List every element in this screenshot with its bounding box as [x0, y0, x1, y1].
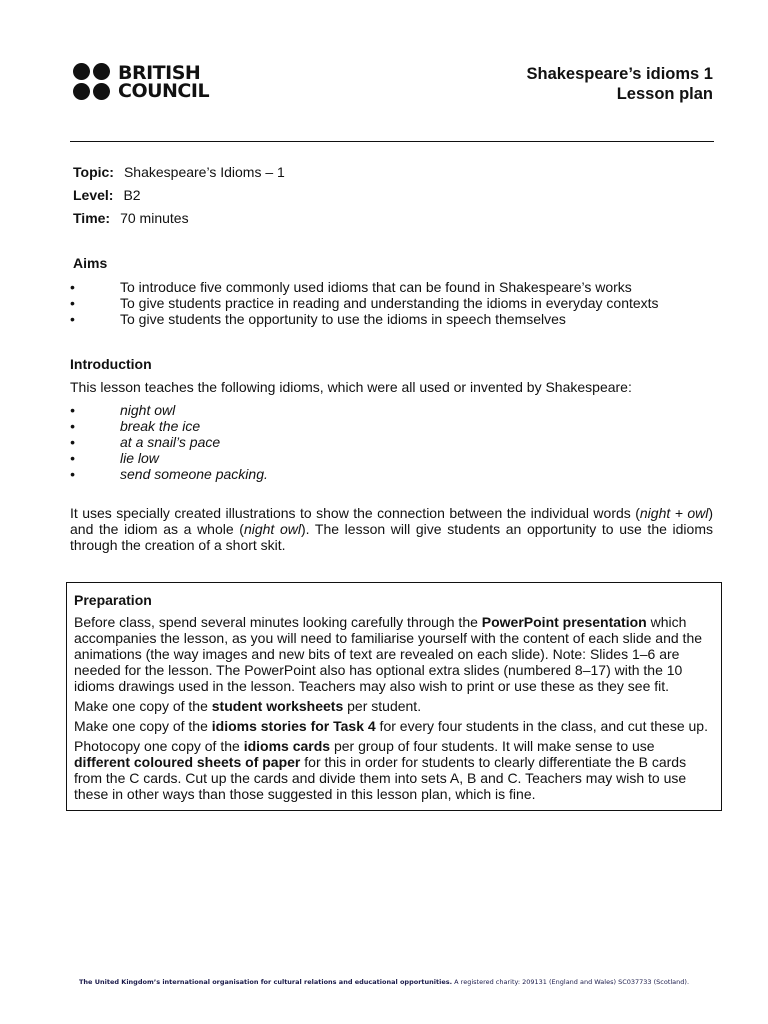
document-title-block [527, 64, 714, 104]
idiom-item: • break the ice [70, 418, 713, 434]
preparation-paragraph-2: Make one copy of the student worksheets per student. [74, 698, 422, 714]
idiom-item: • send someone packing. [70, 466, 713, 482]
introduction-lead: This lesson teaches the following idioms, which were all used or invented by Shakespeare: [70, 379, 632, 395]
preparation-paragraph-3: Make one copy of the idioms stories for Task 4 for every four students in the class, and cut these up. [74, 718, 708, 734]
aims-section [70, 255, 713, 327]
footer-charity: A registered charity: 209131 (England and Wales) SC037733 (Scotland). [452, 978, 690, 986]
logo-wordmark [118, 61, 210, 102]
document-subtitle: Lesson plan [616, 85, 713, 103]
logo-line-1: BRITISH [118, 61, 201, 84]
meta-key: Topic: [73, 164, 114, 180]
aim-item: • To give students the opportunity to use the idioms in speech themselves [70, 311, 713, 327]
idiom-item: • lie low [70, 450, 713, 466]
logo-line-2: COUNCIL [118, 79, 210, 102]
meta-value: Shakespeare’s Idioms – 1 [123, 164, 285, 180]
meta-topic [73, 161, 285, 184]
aim-item: • To give students practice in reading and understanding the idioms in everyday contexts [70, 295, 713, 311]
meta-time [73, 207, 285, 230]
page-footer [0, 978, 768, 986]
aim-item: • To introduce five commonly used idioms that can be found in Shakespeare’s works [70, 279, 713, 295]
aims-list [70, 279, 713, 327]
introduction-heading: Introduction [70, 356, 152, 372]
meta-key: Level: [73, 187, 114, 203]
idioms-list [70, 402, 713, 482]
idiom-item: • night owl [70, 402, 713, 418]
british-council-logo [73, 63, 209, 100]
header-divider [70, 141, 714, 142]
idiom-item: • at a snail’s pace [70, 434, 713, 450]
document-title: Shakespeare’s idioms 1 [526, 65, 713, 83]
preparation-paragraph-1: Before class, spend several minutes looking carefully through the PowerPoint presentation which accompanies the lesson, as you will need to familiarise yourself with the content of each slide and the animations (the way images and new bits of text are revealed on each slide). Note: Slides 1–6 are needed for the lesson. The PowerPoint also has optional extra slides (numbered 8–17) with the 10 idioms drawings used in the lesson. Teachers may also wish to print or use these as they see fit. [74, 614, 703, 694]
introduction-paragraph: It uses specially created illustrations to show the connection between the individual words (night + owl) and the idiom as a whole (night owl). The lesson will give students an opportunity to use the idioms through the creation of a short skit. [70, 505, 713, 553]
preparation-paragraph-4: Photocopy one copy of the idioms cards per group of four students. It will make sense to use different coloured sheets of paper for this in order for students to clearly differentiate the B cards from the C cards. Cut up the cards and divide them into sets A, B and C. Teachers may wish to use these in other ways than those suggested in this lesson plan, which is fine. [74, 738, 687, 802]
aims-heading: Aims [73, 255, 108, 271]
meta-key: Time: [73, 210, 111, 226]
preparation-heading: Preparation [74, 592, 152, 608]
meta-value: 70 minutes [120, 210, 189, 226]
preparation-box [66, 582, 722, 811]
meta-level [73, 184, 285, 207]
meta-value: B2 [123, 187, 141, 203]
lesson-meta [73, 161, 285, 230]
introduction-section [70, 356, 713, 553]
footer-tagline: The United Kingdom’s international organisation for cultural relations and educational opportunities. [78, 978, 453, 986]
logo-dots-icon [73, 63, 110, 100]
